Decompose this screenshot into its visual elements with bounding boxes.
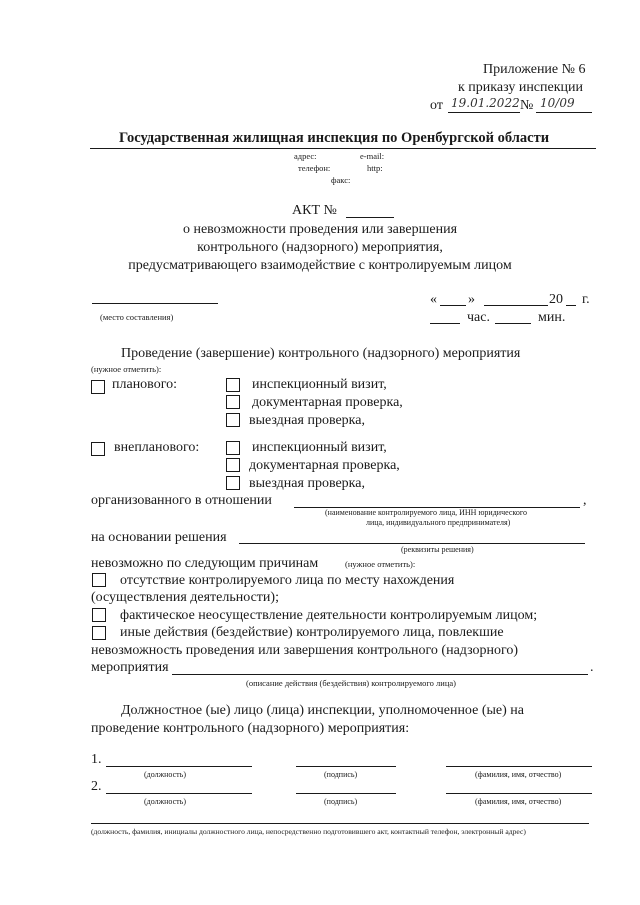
act-subtitle-1: о невозможности проведения или завершения [182, 222, 458, 237]
act-title: АКТ № [292, 203, 337, 218]
reason-description-period: . [590, 660, 594, 675]
unplanned-inspection-visit-label: инспекционный визит, [252, 440, 387, 455]
reasons-intro: невозможно по следующим причинам [91, 556, 319, 571]
preparer-caption: (должность, фамилия, инициалы должностного лица, непосредственно подготовившего акт, контактный телефон, электронный адрес) [91, 827, 526, 836]
official-2-position-line[interactable] [106, 793, 252, 794]
date-day-line [440, 305, 466, 306]
official-2-name-line[interactable] [446, 793, 592, 794]
reason-absence-text-1: отсутствие контролируемого лица по месту нахождения [120, 573, 455, 588]
official-2-signature-caption: (подпись) [324, 797, 358, 806]
conduct-intro: Проведение (завершение) контрольного (надзорного) мероприятия [121, 346, 521, 361]
appendix-date-handwritten: 19.01.2022 [451, 96, 520, 110]
appendix-order: к приказу инспекции [458, 80, 584, 95]
official-1-signature-caption: (подпись) [324, 770, 358, 779]
unplanned-label: внепланового: [114, 440, 200, 455]
preparer-line[interactable] [91, 823, 589, 824]
basis-label: на основании решения [91, 530, 227, 545]
official-1-number: 1. [91, 752, 102, 767]
officials-text-1: Должностное (ые) лицо (лица) инспекции, уполномоченное (ые) на [121, 703, 524, 718]
planned-onsite-label: выездная проверка, [249, 413, 365, 428]
org-email-label: e-mail: [360, 151, 385, 161]
official-1-name-line[interactable] [446, 766, 592, 767]
appendix-number-line [536, 112, 592, 113]
official-1-signature-line[interactable] [296, 766, 396, 767]
basis-caption: (реквизиты решения) [401, 545, 474, 554]
org-fax-label: факс: [331, 175, 351, 185]
org-http-label: http: [367, 163, 383, 173]
appendix-date-line [448, 112, 520, 113]
reason-absence-text-2: (осуществления деятельности); [91, 590, 279, 605]
date-year-line [566, 305, 576, 306]
official-2-position-caption: (должность) [144, 797, 186, 806]
reasons-note: (нужное отметить): [345, 559, 416, 569]
official-1-position-line[interactable] [106, 766, 252, 767]
org-underline [90, 148, 596, 149]
reason-other-actions-text-2: невозможность проведения или завершения контрольного (надзорного) [91, 643, 519, 658]
organized-label: организованного в отношении [91, 493, 272, 508]
date-month-line [484, 305, 548, 306]
reason-other-actions-checkbox[interactable] [92, 626, 106, 640]
official-1-name-caption: (фамилия, имя, отчество) [475, 770, 562, 779]
reason-description-line[interactable] [172, 674, 588, 675]
planned-documentary-label: документарная проверка, [252, 395, 403, 410]
unplanned-inspection-visit-checkbox[interactable] [226, 441, 240, 455]
appendix-number-handwritten: 10/09 [540, 96, 575, 110]
org-address-label: адрес: [294, 151, 317, 161]
conduct-note: (нужное отметить): [91, 364, 162, 374]
appendix-number-sign: № [520, 98, 534, 113]
planned-checkbox[interactable] [91, 380, 105, 394]
unplanned-onsite-checkbox[interactable] [226, 476, 240, 490]
act-subtitle-3: предусматривающего взаимодействие с контролируемым лицом [128, 258, 512, 273]
unplanned-documentary-checkbox[interactable] [226, 458, 240, 472]
appendix-number: Приложение № 6 [483, 62, 586, 77]
officials-text-2: проведение контрольного (надзорного) мероприятия: [91, 721, 410, 736]
reason-no-activity-text: фактическое неосуществление деятельности контролируемым лицом; [120, 608, 538, 623]
official-2-signature-line[interactable] [296, 793, 396, 794]
time-hours-line [430, 323, 460, 324]
planned-label: планового: [112, 377, 177, 392]
planned-inspection-visit-label: инспекционный визит, [252, 377, 387, 392]
reason-other-actions-text-1: иные действия (бездействие) контролируемого лица, повлекшие [120, 625, 504, 640]
act-subtitle-2: контрольного (надзорного) мероприятия, [197, 240, 443, 255]
reason-absence-checkbox[interactable] [92, 573, 106, 587]
appendix-date-prefix: от [430, 98, 443, 113]
planned-inspection-visit-checkbox[interactable] [226, 378, 240, 392]
unplanned-onsite-label: выездная проверка, [249, 476, 365, 491]
official-2-name-caption: (фамилия, имя, отчество) [475, 797, 562, 806]
time-minutes-line [495, 323, 531, 324]
date-open-quote: « [430, 292, 437, 307]
planned-onsite-checkbox[interactable] [226, 413, 240, 427]
time-minutes-label: мин. [538, 310, 566, 325]
org-name: Государственная жилищная инспекция по Оренбургской области [119, 130, 550, 146]
reason-other-actions-text-3: мероприятия [91, 660, 169, 675]
place-line [92, 303, 218, 304]
place-caption: (место составления) [100, 312, 174, 322]
act-number-line [346, 217, 394, 218]
reason-no-activity-checkbox[interactable] [92, 608, 106, 622]
official-2-number: 2. [91, 779, 102, 794]
reason-description-caption: (описание действия (бездействия) контролируемого лица) [246, 678, 457, 688]
unplanned-documentary-label: документарная проверка, [249, 458, 400, 473]
org-phone-label: телефон: [298, 163, 331, 173]
time-hours-label: час. [467, 310, 490, 325]
organized-caption-2: лица, индивидуального предпринимателя) [366, 518, 511, 527]
date-year-suffix: г. [582, 292, 590, 307]
date-year-prefix: 20 [549, 292, 563, 307]
official-1-position-caption: (должность) [144, 770, 186, 779]
date-close-quote: » [468, 292, 475, 307]
planned-documentary-checkbox[interactable] [226, 395, 240, 409]
basis-line[interactable] [239, 543, 585, 544]
organized-comma: , [583, 493, 587, 508]
unplanned-checkbox[interactable] [91, 442, 105, 456]
organized-caption-1: (наименование контролируемого лица, ИНН юридического [325, 508, 527, 517]
